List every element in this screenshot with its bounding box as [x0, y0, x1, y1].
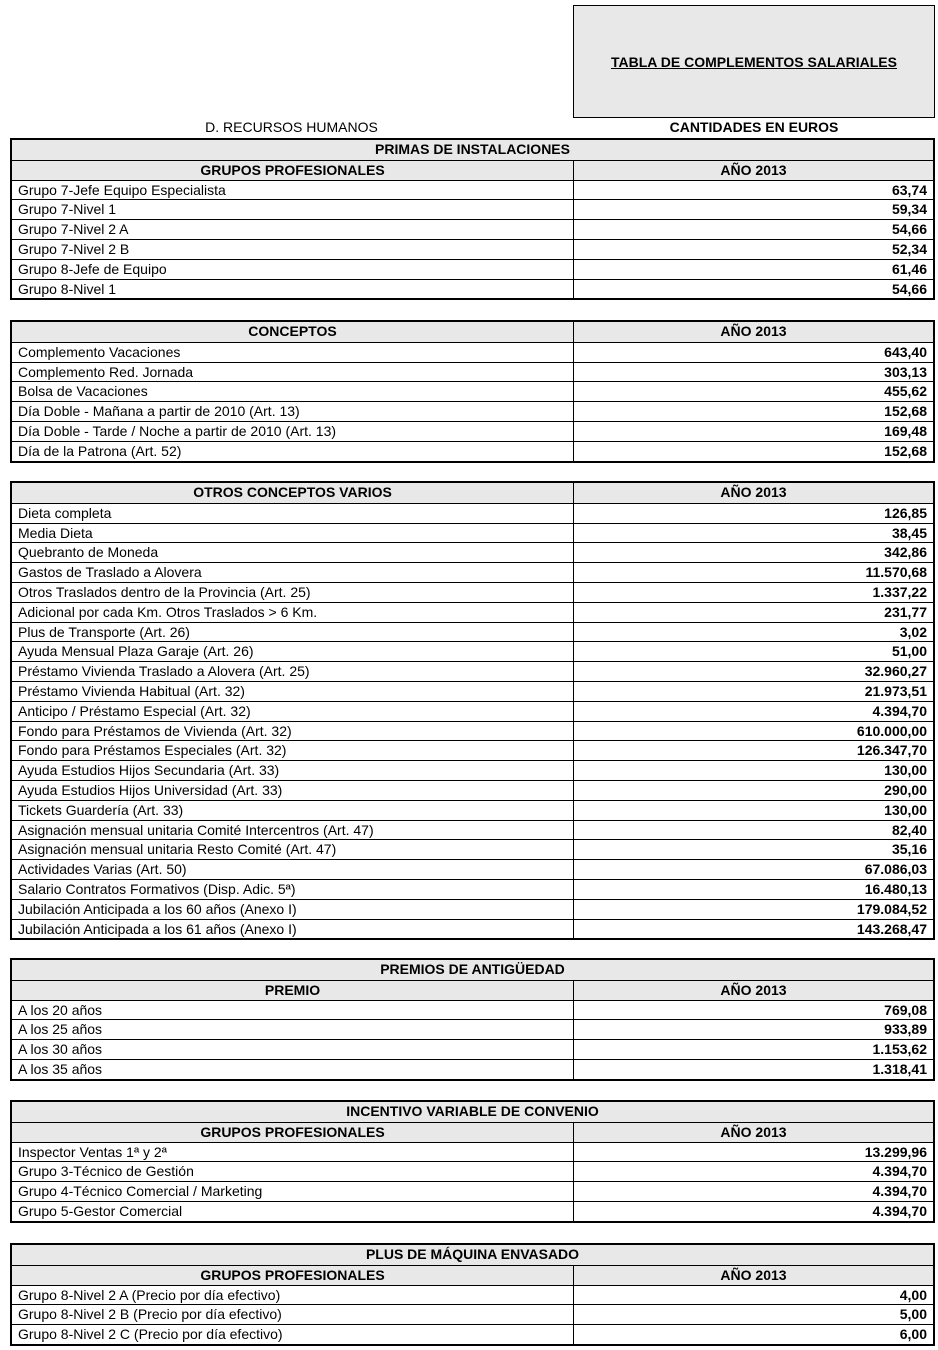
row-label: Grupo 8-Nivel 2 A (Precio por día efectivo) — [12, 1286, 574, 1305]
row-label: Ayuda Estudios Hijos Universidad (Art. 33) — [12, 781, 574, 800]
table-row — [12, 760, 933, 780]
row-label: Bolsa de Vacaciones — [12, 382, 574, 401]
column-header-year: AÑO 2013 — [720, 323, 787, 339]
row-value: 769,08 — [884, 1001, 927, 1018]
row-value: 61,46 — [891, 260, 927, 277]
column-header-concept: GRUPOS PROFESIONALES — [12, 161, 574, 180]
column-header-row — [12, 160, 933, 180]
table-primas-instalaciones — [10, 138, 935, 300]
row-value: 933,89 — [884, 1021, 927, 1038]
row-value: 11.570,68 — [865, 564, 927, 581]
table-row — [12, 641, 933, 661]
row-value: 231,77 — [884, 603, 927, 620]
table-row — [12, 1142, 933, 1162]
row-value: 54,66 — [891, 280, 927, 297]
column-header-row — [12, 322, 933, 342]
table-row — [12, 602, 933, 622]
row-value: 6,00 — [899, 1326, 927, 1343]
column-header-concept: CONCEPTOS — [12, 322, 574, 342]
table-row — [12, 1039, 933, 1059]
row-label: A los 30 años — [12, 1040, 574, 1059]
row-label: Ayuda Estudios Hijos Secundaria (Art. 33) — [12, 761, 574, 780]
row-value: 4.394,70 — [872, 1202, 927, 1219]
row-value: 143.268,47 — [856, 920, 927, 937]
table-row — [12, 582, 933, 602]
section-title: INCENTIVO VARIABLE DE CONVENIO — [346, 1103, 599, 1119]
table-row — [12, 1000, 933, 1020]
section-title-row — [12, 960, 933, 980]
table-row — [12, 701, 933, 721]
row-value: 21.973,51 — [864, 682, 927, 699]
table-row — [12, 780, 933, 800]
row-value: 51,00 — [891, 643, 927, 660]
column-header-row — [12, 1265, 933, 1285]
column-header-year: AÑO 2013 — [720, 1266, 787, 1283]
table-row — [12, 1161, 933, 1181]
table-row — [12, 681, 933, 701]
row-value: 455,62 — [884, 383, 927, 400]
title-box — [573, 5, 935, 118]
table-row — [12, 362, 933, 382]
table-row — [12, 899, 933, 919]
row-value: 169,48 — [884, 422, 927, 439]
table-row — [12, 199, 933, 219]
table-row — [12, 421, 933, 441]
row-value: 32.960,27 — [864, 663, 927, 680]
row-label: Préstamo Vivienda Habitual (Art. 32) — [12, 682, 574, 701]
row-label: Salario Contratos Formativos (Disp. Adic. 5ª) — [12, 880, 574, 899]
column-header-concept: OTROS CONCEPTOS VARIOS — [12, 483, 574, 503]
row-value: 4.394,70 — [872, 702, 927, 719]
table-row — [12, 820, 933, 840]
row-label: Jubilación Anticipada a los 61 años (Anexo I) — [12, 920, 574, 939]
row-label: Grupo 7-Jefe Equipo Especialista — [12, 181, 574, 200]
row-label: A los 25 años — [12, 1020, 574, 1039]
column-header-year: AÑO 2013 — [720, 161, 787, 178]
department-label: D. RECURSOS HUMANOS — [205, 119, 378, 135]
row-value: 13.299,96 — [864, 1143, 927, 1160]
table-row — [12, 523, 933, 543]
row-label: Complemento Vacaciones — [12, 343, 574, 362]
row-value: 610.000,00 — [856, 722, 927, 739]
table-plus-maquina — [10, 1243, 935, 1346]
table-row — [12, 1285, 933, 1305]
table-conceptos — [10, 320, 935, 463]
section-title: PLUS DE MÁQUINA ENVASADO — [365, 1246, 580, 1262]
units-label: CANTIDADES EN EUROS — [669, 119, 839, 135]
section-title-row — [12, 1102, 933, 1122]
table-row — [12, 661, 933, 681]
table-row — [12, 1059, 933, 1079]
table-row — [12, 1304, 933, 1324]
row-label: Día Doble - Tarde / Noche a partir de 2010 (Art. 13) — [12, 422, 574, 441]
row-value: 126.347,70 — [856, 742, 927, 759]
column-header-concept: GRUPOS PROFESIONALES — [12, 1123, 574, 1142]
column-header-concept: PREMIO — [12, 981, 574, 1000]
row-label: Grupo 7-Nivel 2 B — [12, 240, 574, 259]
table-row — [12, 859, 933, 879]
row-label: Asignación mensual unitaria Resto Comité (Art. 47) — [12, 840, 574, 859]
row-value: 67.086,03 — [864, 861, 927, 878]
row-label: Asignación mensual unitaria Comité Intercentros (Art. 47) — [12, 821, 574, 840]
table-premios-antiguedad — [10, 958, 935, 1081]
table-row — [12, 542, 933, 562]
row-label: Inspector Ventas 1ª y 2ª — [12, 1143, 574, 1162]
row-label: Anticipo / Préstamo Especial (Art. 32) — [12, 702, 574, 721]
row-value: 179.084,52 — [856, 900, 927, 917]
row-value: 63,74 — [891, 181, 927, 198]
row-label: A los 20 años — [12, 1001, 574, 1020]
table-row — [12, 919, 933, 939]
table-row — [12, 219, 933, 239]
row-value: 4,00 — [899, 1286, 927, 1303]
row-label: Gastos de Traslado a Alovera — [12, 563, 574, 582]
table-otros-conceptos — [10, 481, 935, 940]
table-row — [12, 503, 933, 523]
table-row — [12, 1324, 933, 1344]
row-label: Complemento Red. Jornada — [12, 363, 574, 382]
row-label: Día Doble - Mañana a partir de 2010 (Art. 13) — [12, 402, 574, 421]
table-row — [12, 1181, 933, 1201]
row-value: 35,16 — [891, 841, 927, 858]
row-value: 130,00 — [884, 762, 927, 779]
row-value: 52,34 — [891, 240, 927, 257]
row-value: 1.337,22 — [872, 583, 927, 600]
row-label: Media Dieta — [12, 524, 574, 543]
table-row — [12, 259, 933, 279]
row-value: 4.394,70 — [872, 1163, 927, 1180]
row-value: 290,00 — [884, 781, 927, 798]
table-row — [12, 800, 933, 820]
row-label: Grupo 8-Nivel 1 — [12, 280, 574, 299]
row-value: 82,40 — [891, 821, 927, 838]
column-header-year: AÑO 2013 — [720, 981, 787, 998]
row-label: Grupo 8-Nivel 2 B (Precio por día efectivo) — [12, 1305, 574, 1324]
row-label: Grupo 7-Nivel 2 A — [12, 220, 574, 239]
row-value: 1.153,62 — [872, 1041, 927, 1058]
table-row — [12, 740, 933, 760]
table-row — [12, 279, 933, 299]
row-value: 130,00 — [884, 801, 927, 818]
table-row — [12, 401, 933, 421]
table-row — [12, 381, 933, 401]
row-label: Dieta completa — [12, 504, 574, 523]
row-label: Otros Traslados dentro de la Provincia (Art. 25) — [12, 583, 574, 602]
row-label: Plus de Transporte (Art. 26) — [12, 623, 574, 642]
row-label: Jubilación Anticipada a los 60 años (Anexo I) — [12, 900, 574, 919]
row-label: Grupo 3-Técnico de Gestión — [12, 1162, 574, 1181]
table-row — [12, 1019, 933, 1039]
row-value: 54,66 — [891, 221, 927, 238]
row-label: Quebranto de Moneda — [12, 543, 574, 562]
row-value: 342,86 — [884, 544, 927, 561]
row-value: 303,13 — [884, 363, 927, 380]
row-value: 5,00 — [899, 1306, 927, 1323]
table-row — [12, 180, 933, 200]
table-row — [12, 239, 933, 259]
section-title-row — [12, 140, 933, 160]
row-value: 59,34 — [891, 201, 927, 218]
row-label: Préstamo Vivienda Traslado a Alovera (Art. 25) — [12, 662, 574, 681]
row-label: A los 35 años — [12, 1060, 574, 1079]
row-label: Actividades Varias (Art. 50) — [12, 860, 574, 879]
column-header-row — [12, 980, 933, 1000]
column-header-row — [12, 483, 933, 503]
row-value: 643,40 — [884, 343, 927, 360]
column-header-concept: GRUPOS PROFESIONALES — [12, 1266, 574, 1285]
row-label: Grupo 5-Gestor Comercial — [12, 1202, 574, 1221]
row-label: Grupo 7-Nivel 1 — [12, 200, 574, 219]
table-incentivo-variable — [10, 1100, 935, 1223]
row-value: 16.480,13 — [864, 880, 927, 897]
table-row — [12, 879, 933, 899]
section-title-row — [12, 1245, 933, 1265]
table-row — [12, 721, 933, 741]
row-value: 152,68 — [884, 442, 927, 459]
table-row — [12, 839, 933, 859]
column-header-year: AÑO 2013 — [720, 484, 787, 500]
section-title: PREMIOS DE ANTIGÜEDAD — [380, 961, 565, 977]
row-label: Grupo 8-Jefe de Equipo — [12, 260, 574, 279]
document-title: TABLA DE COMPLEMENTOS SALARIALES — [611, 54, 897, 70]
column-header-row — [12, 1122, 933, 1142]
row-value: 3,02 — [899, 623, 927, 640]
section-title: PRIMAS DE INSTALACIONES — [375, 141, 570, 157]
column-header-year: AÑO 2013 — [720, 1123, 787, 1140]
table-row — [12, 1201, 933, 1221]
table-row — [12, 441, 933, 461]
row-label: Ayuda Mensual Plaza Garaje (Art. 26) — [12, 642, 574, 661]
row-value: 4.394,70 — [872, 1183, 927, 1200]
row-label: Grupo 4-Técnico Comercial / Marketing — [12, 1182, 574, 1201]
table-row — [12, 622, 933, 642]
row-value: 1.318,41 — [872, 1060, 927, 1077]
table-row — [12, 562, 933, 582]
row-label: Tickets Guardería (Art. 33) — [12, 801, 574, 820]
row-label: Día de la Patrona (Art. 52) — [12, 442, 574, 461]
row-label: Fondo para Préstamos Especiales (Art. 32) — [12, 741, 574, 760]
table-row — [12, 342, 933, 362]
row-value: 126,85 — [884, 504, 927, 521]
row-label: Adicional por cada Km. Otros Traslados > 6 Km. — [12, 603, 574, 622]
row-label: Fondo para Préstamos de Vivienda (Art. 32) — [12, 722, 574, 741]
row-label: Grupo 8-Nivel 2 C (Precio por día efectivo) — [12, 1325, 574, 1344]
row-value: 152,68 — [884, 403, 927, 420]
row-value: 38,45 — [891, 524, 927, 541]
